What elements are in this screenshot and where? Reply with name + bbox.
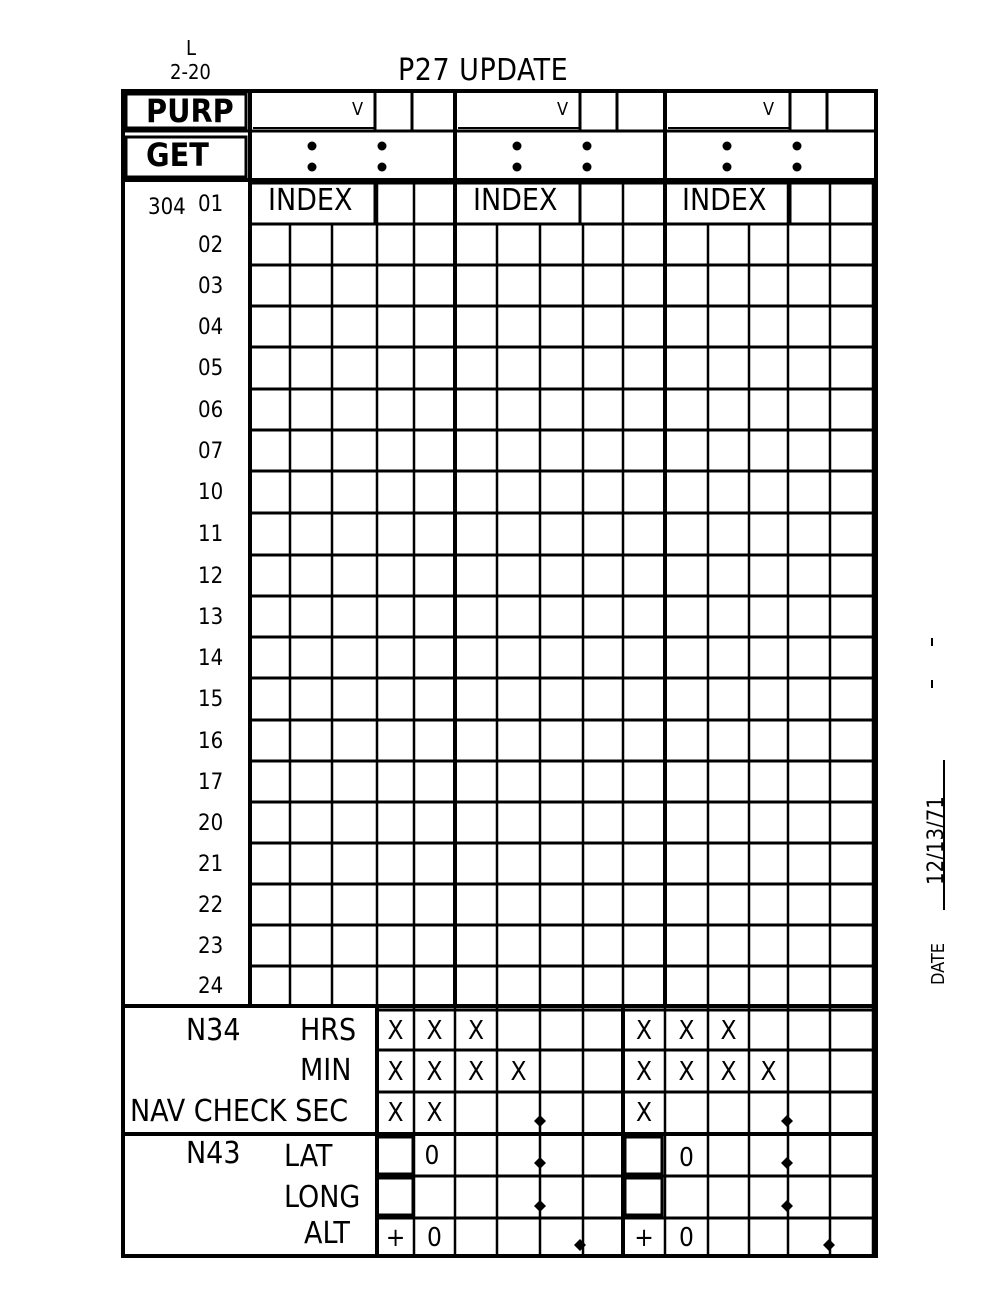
sec-x-mark: X <box>387 1098 404 1128</box>
row-label-21: 21 <box>198 851 224 877</box>
alt-zero-2: 0 <box>679 1223 694 1253</box>
row-label-10: 10 <box>198 480 224 505</box>
min-x-mark: X <box>720 1057 737 1087</box>
lat-zero-1: 0 <box>424 1141 440 1171</box>
index-label-1: INDEX <box>268 183 353 218</box>
row-label-02: 02 <box>198 232 224 258</box>
hrs-x-mark: X <box>426 1016 443 1046</box>
row-label-12: 12 <box>198 563 224 589</box>
alt-zero-1: 0 <box>427 1223 442 1253</box>
hrs-label: HRS <box>300 1013 357 1048</box>
alt-label: ALT <box>304 1216 350 1251</box>
row-label-17: 17 <box>198 769 224 795</box>
lat-sign-box-2 <box>625 1137 662 1174</box>
purp-label: PURP <box>146 92 234 130</box>
get-colon-dot <box>308 163 317 172</box>
row-label-14: 14 <box>198 645 224 671</box>
hrs-x-mark: X <box>720 1016 737 1046</box>
hrs-x-mark: X <box>678 1016 695 1046</box>
min-x-mark: X <box>467 1057 485 1087</box>
row-label-16: 16 <box>198 728 224 754</box>
decimal-marker <box>534 1115 546 1127</box>
row-label-23: 23 <box>198 933 224 959</box>
hrs-x-mark: X <box>467 1016 485 1046</box>
row-label-15: 15 <box>198 687 224 712</box>
form-title: P27 UPDATE <box>398 53 569 88</box>
date-label: DATE <box>928 943 949 985</box>
min-x-mark: X <box>760 1057 777 1087</box>
purp-verb-3: V <box>763 99 775 120</box>
get-colon-dot <box>723 163 732 172</box>
row-label-24: 24 <box>198 974 224 999</box>
nav-check-sec-label: NAV CHECK SEC <box>130 1094 349 1129</box>
min-x-mark: X <box>510 1057 527 1087</box>
register-prefix: 304 <box>148 195 186 220</box>
get-label: GET <box>146 136 209 174</box>
page-ref-letter: L <box>186 36 197 60</box>
get-colon-dot <box>378 142 387 151</box>
row-label-07: 07 <box>198 438 224 464</box>
decimal-marker <box>534 1157 546 1169</box>
index-label-2: INDEX <box>473 183 558 218</box>
get-colon-dot <box>308 142 317 151</box>
lat-sign-box-1 <box>377 1137 413 1174</box>
lat-label: LAT <box>284 1139 333 1174</box>
get-colon-dot <box>378 163 387 172</box>
row-label-20: 20 <box>198 810 224 836</box>
n34-label: N34 <box>186 1013 241 1048</box>
row-label-06: 06 <box>198 397 224 423</box>
get-colon-dot <box>793 142 802 151</box>
row-label-11: 11 <box>198 522 224 547</box>
decimal-marker <box>781 1115 793 1127</box>
decimal-marker <box>781 1157 793 1169</box>
index-label-3: INDEX <box>682 183 767 218</box>
row-label-01: 01 <box>198 191 224 217</box>
get-colon-dot <box>723 142 732 151</box>
get-colon-dot <box>793 163 802 172</box>
long-sign-box-2 <box>625 1178 662 1215</box>
decimal-marker <box>781 1200 793 1212</box>
min-x-mark: X <box>426 1057 443 1087</box>
page-ref-number: 2-20 <box>170 60 211 84</box>
alt-plus-2: + <box>634 1223 654 1253</box>
row-label-03: 03 <box>198 273 224 299</box>
purp-verb-1: V <box>352 99 364 120</box>
get-colon-dot <box>513 163 522 172</box>
date-value: 12/13/71 <box>924 796 949 885</box>
long-sign-box-1 <box>377 1178 413 1215</box>
row-label-22: 22 <box>198 892 224 918</box>
long-label: LONG <box>284 1180 361 1215</box>
min-x-mark: X <box>678 1057 695 1087</box>
get-colon-dot <box>513 142 522 151</box>
hrs-x-mark: X <box>635 1016 653 1046</box>
sec-x-mark: X <box>635 1098 653 1128</box>
get-colon-dot <box>583 142 592 151</box>
hrs-x-mark: X <box>387 1016 404 1046</box>
min-label: MIN <box>300 1053 352 1088</box>
purp-verb-2: V <box>557 99 569 120</box>
n43-label: N43 <box>186 1136 241 1171</box>
row-label-13: 13 <box>198 604 224 630</box>
min-x-mark: X <box>387 1057 404 1087</box>
alt-plus-1: + <box>385 1223 406 1253</box>
get-colon-dot <box>583 163 592 172</box>
sec-x-mark: X <box>426 1098 443 1128</box>
row-label-05: 05 <box>198 356 224 381</box>
decimal-marker <box>823 1239 835 1251</box>
decimal-marker <box>534 1200 546 1212</box>
row-label-04: 04 <box>198 314 224 340</box>
min-x-mark: X <box>635 1057 653 1087</box>
lat-zero-2: 0 <box>679 1143 694 1173</box>
